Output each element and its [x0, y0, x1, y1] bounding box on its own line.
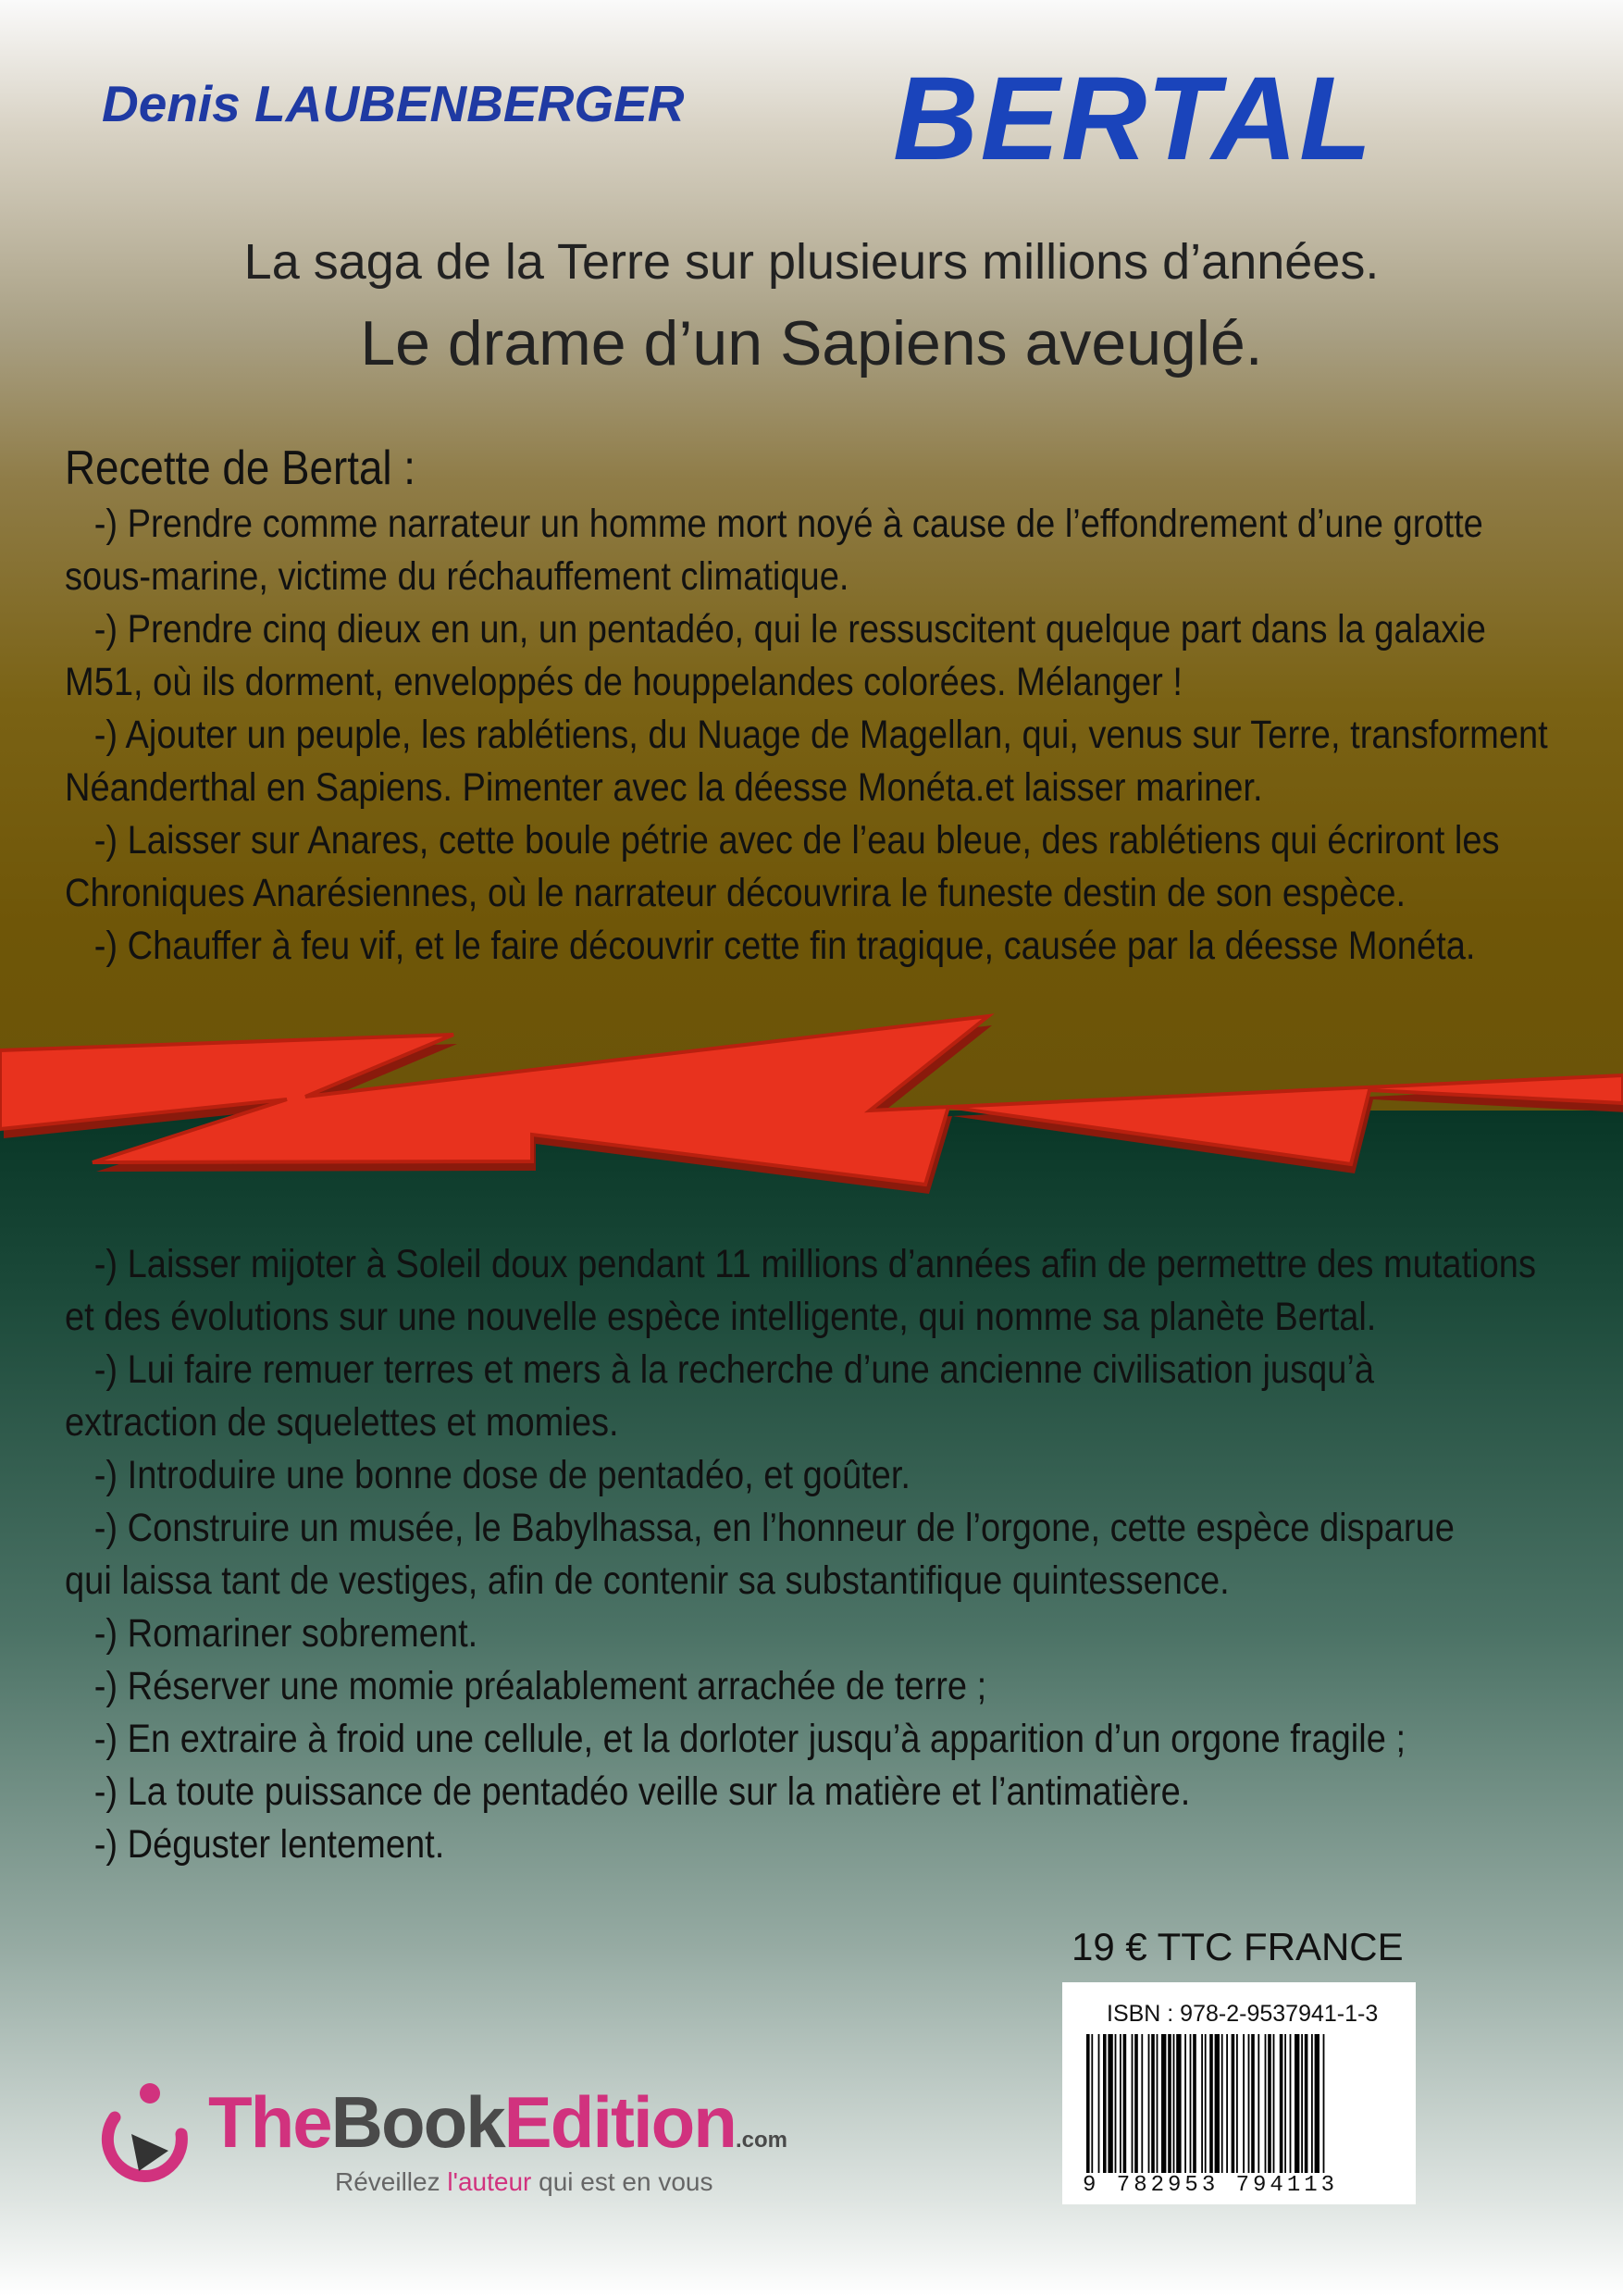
barcode-bar: [1168, 2034, 1171, 2173]
recipe-line: et des évolutions sur une nouvelle espèce intelligente, qui nomme sa planète Bertal.: [65, 1295, 1377, 1339]
author-name: Denis LAUBENBERGER: [102, 75, 685, 132]
barcode-bar: [1323, 2034, 1325, 2173]
barcode-panel: [1062, 1982, 1416, 2204]
recipe-line: sous-marine, victime du réchauffement climatique.: [65, 554, 849, 599]
barcode-bar: [1205, 2034, 1207, 2173]
logo-word-the: The: [208, 2081, 331, 2163]
recipe-line: -) La toute puissance de pentadéo veille sur la matière et l’antimatière.: [65, 1769, 1191, 1814]
barcode-bar: [1161, 2034, 1166, 2173]
slogan-part: qui est en vous: [531, 2167, 713, 2196]
barcode-bar: [1273, 2034, 1275, 2173]
barcode-bar: [1134, 2034, 1138, 2173]
slogan-highlight: l'auteur: [447, 2167, 532, 2196]
barcode-bar: [1280, 2034, 1283, 2173]
barcode-bar: [1190, 2034, 1192, 2173]
lightning-bolt-icon: [0, 990, 1623, 1212]
barcode-bar: [1236, 2034, 1238, 2173]
barcode-digits: 9 782953 794113: [1083, 2173, 1339, 2198]
barcode-bar: [1091, 2034, 1093, 2173]
recipe-paragraph-bottom: [65, 1238, 1536, 1871]
barcode-bar: [1301, 2034, 1303, 2173]
recipe-line: -) Chauffer à feu vif, et le faire découvrir cette fin tragique, causée par la déesse Monéta.: [65, 924, 1476, 968]
recipe-heading: Recette de Bertal :: [65, 441, 416, 495]
slogan-part: Réveillez: [335, 2167, 448, 2196]
barcode-bar: [1115, 2034, 1117, 2173]
publisher-logo-text: [208, 2080, 787, 2165]
barcode-bar: [1151, 2034, 1155, 2173]
recipe-line: -) Déguster lentement.: [65, 1822, 445, 1867]
barcode-bar: [1305, 2034, 1308, 2173]
recipe-line: -) Réserver une momie préalablement arrachée de terre ;: [65, 1664, 987, 1708]
barcode-bar: [1243, 2034, 1245, 2173]
barcode-bar: [1157, 2034, 1158, 2173]
barcode-bar: [1141, 2034, 1143, 2173]
logo-domain: .com: [735, 2128, 787, 2153]
barcode-bar: [1295, 2034, 1299, 2173]
barcode-bar: [1173, 2034, 1175, 2173]
barcode-bar: [1132, 2034, 1134, 2173]
barcode-bar: [1258, 2034, 1259, 2173]
recipe-line: -) En extraire à froid une cellule, et la dorloter jusqu’à apparition d’un orgone fragile ;: [65, 1717, 1406, 1761]
barcode-bar: [1086, 2034, 1090, 2173]
recipe-line: -) Introduire une bonne dose de pentadéo, et goûter.: [65, 1453, 911, 1497]
barcode-bar: [1176, 2034, 1181, 2173]
recipe-line: -) Ajouter un peuple, les rablétiens, du Nuage de Magellan, qui, venus sur Terre, transforment: [65, 713, 1548, 757]
barcode-bar: [1315, 2034, 1319, 2173]
logo-word-book: Book: [330, 2081, 504, 2163]
barcode-bar: [1284, 2034, 1286, 2173]
recipe-line: Chroniques Anarésiennes, où le narrateur découvrira le funeste destin de son espèce.: [65, 871, 1406, 915]
recipe-line: -) Prendre cinq dieux en un, un pentadéo, qui le ressuscitent quelque part dans la galaxie: [65, 607, 1486, 652]
recipe-line: M51, où ils dorment, enveloppés de houppelandes colorées. Mélanger !: [65, 660, 1183, 704]
barcode-bar: [1221, 2034, 1223, 2173]
barcode-bar: [1108, 2034, 1112, 2173]
isbn-label: ISBN : 978-2-9537941-1-3: [1107, 2001, 1379, 2027]
recipe-line: -) Laisser sur Anares, cette boule pétrie avec de l’eau bleue, des rablétiens qui écriront les: [65, 818, 1500, 863]
barcode-bar: [1226, 2034, 1228, 2173]
barcode-bar: [1248, 2034, 1250, 2173]
barcode-bar: [1120, 2034, 1121, 2173]
barcode-icon: [1086, 2034, 1392, 2173]
barcode-bar: [1232, 2034, 1235, 2173]
recipe-line: -) Laisser mijoter à Soleil doux pendant 11 millions d’années afin de permettre des mutations: [65, 1242, 1536, 1286]
tagline-secondary: Le drame d’un Sapiens aveuglé.: [360, 308, 1263, 379]
recipe-line: extraction de squelettes et momies.: [65, 1400, 619, 1445]
recipe-line: -) Romariner sobrement.: [65, 1611, 478, 1656]
barcode-bar: [1311, 2034, 1313, 2173]
barcode-bar: [1268, 2034, 1271, 2173]
recipe-line: -) Prendre comme narrateur un homme mort noyé à cause de l’effondrement d’une grotte: [65, 502, 1483, 546]
barcode-bar: [1103, 2034, 1107, 2173]
book-title: BERTAL: [893, 53, 1374, 185]
barcode-bar: [1251, 2034, 1255, 2173]
barcode-bar: [1193, 2034, 1196, 2173]
barcode-bar: [1148, 2034, 1150, 2173]
recipe-line: -) Lui faire remuer terres et mers à la recherche d’une ancienne civilisation jusqu’à: [65, 1347, 1375, 1392]
publisher-logo-icon: [85, 2080, 196, 2191]
barcode-bar: [1184, 2034, 1186, 2173]
publisher-slogan: [335, 2167, 712, 2197]
barcode-bar: [1215, 2034, 1220, 2173]
recipe-paragraph-top: [65, 498, 1548, 973]
recipe-line: Néanderthal en Sapiens. Pimenter avec la déesse Monéta.et laisser mariner.: [65, 765, 1263, 810]
barcode-bar: [1290, 2034, 1292, 2173]
logo-word-edition: Edition: [503, 2081, 736, 2163]
price-label: 19 € TTC FRANCE: [1072, 1925, 1404, 1968]
barcode-bar: [1209, 2034, 1213, 2173]
barcode-bar: [1098, 2034, 1100, 2173]
barcode-bar: [1265, 2034, 1267, 2173]
recipe-line: -) Construire un musée, le Babylhassa, en l’honneur de l’orgone, cette espèce disparue: [65, 1506, 1455, 1550]
barcode-bar: [1123, 2034, 1127, 2173]
barcode-bar: [1201, 2034, 1203, 2173]
recipe-line: qui laissa tant de vestiges, afin de contenir sa substantifique quintessence.: [65, 1558, 1230, 1603]
tagline-primary: La saga de la Terre sur plusieurs millions d’années.: [243, 234, 1380, 290]
